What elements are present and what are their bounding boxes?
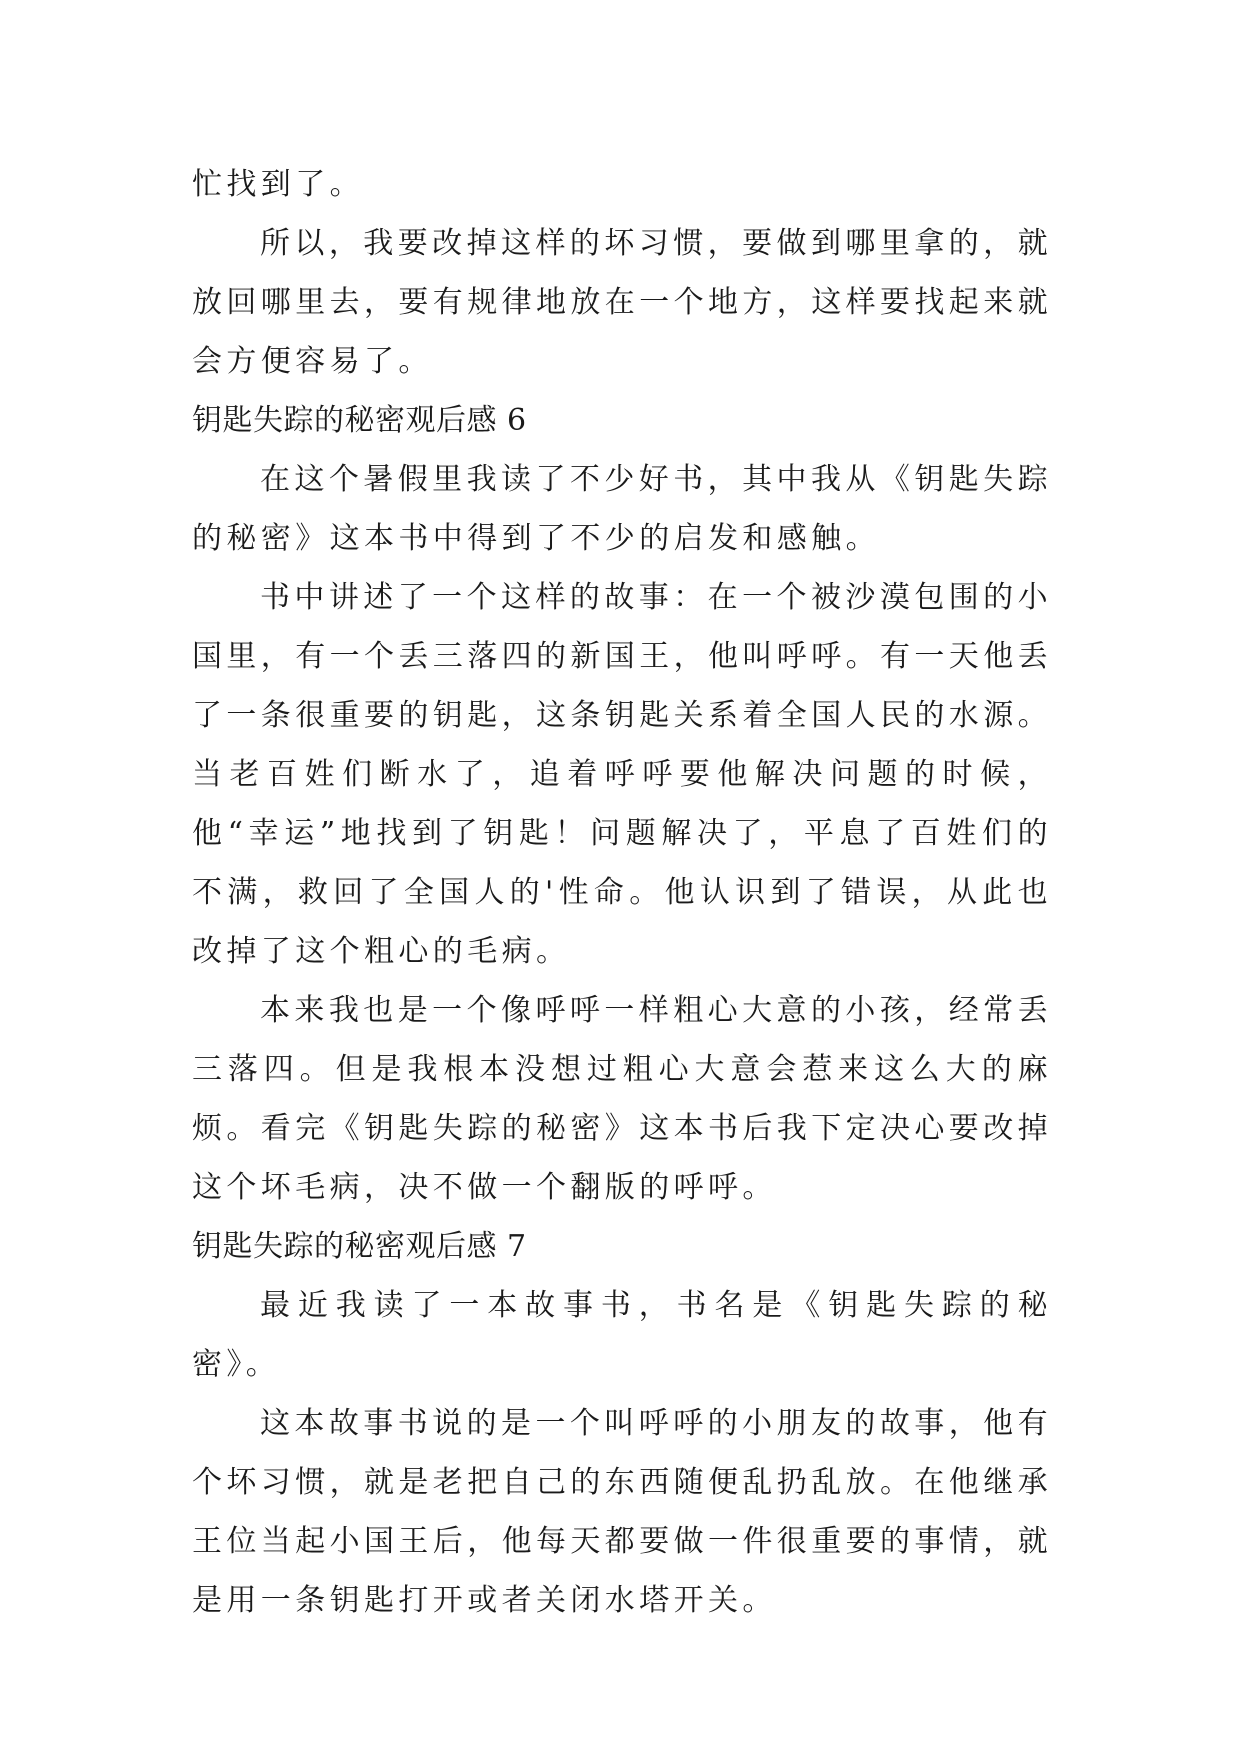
paragraph: 最近我读了一本故事书，书名是《钥匙失踪的秘密》。 [192,1288,1052,1382]
section-heading: 钥匙失踪的秘密观后感 7 [192,1229,527,1264]
paragraph: 在这个暑假里我读了不少好书，其中我从《钥匙失踪的秘密》这本书中得到了不少的启发和感触。 [192,462,1052,556]
paragraph: 忙找到了。 [192,167,364,202]
paragraph: 本来我也是一个像呼呼一样粗心大意的小孩，经常丢三落四。但是我根本没想过粗心大意会惹来这么大的麻烦。看完《钥匙失踪的秘密》这本书后我下定决心要改掉这个坏毛病，决不做一个翻版的呼呼。 [192,993,1052,1205]
paragraph: 所以，我要改掉这样的坏习惯，要做到哪里拿的，就放回哪里去，要有规律地放在一个地方，这样要找起来就会方便容易了。 [192,226,1052,379]
paragraph: 这本故事书说的是一个叫呼呼的小朋友的故事，他有个坏习惯，就是老把自己的东西随便乱扔乱放。在他继承王位当起小国王后，他每天都要做一件很重要的事情，就是用一条钥匙打开或者关闭水塔开关。 [192,1406,1052,1618]
paragraph: 书中讲述了一个这样的故事：在一个被沙漠包围的小国里，有一个丢三落四的新国王，他叫呼呼。有一天他丢了一条很重要的钥匙，这条钥匙关系着全国人民的水源。当老百姓们断水了，追着呼呼要他解决问题的时候，他“幸运”地找到了钥匙！问题解决了，平息了百姓们的不满，救回了全国人的'性命。他认识到了错误，从此也改掉了这个粗心的毛病。 [192,580,1052,969]
document-page [192,155,1052,1630]
section-heading: 钥匙失踪的秘密观后感 6 [192,403,527,438]
